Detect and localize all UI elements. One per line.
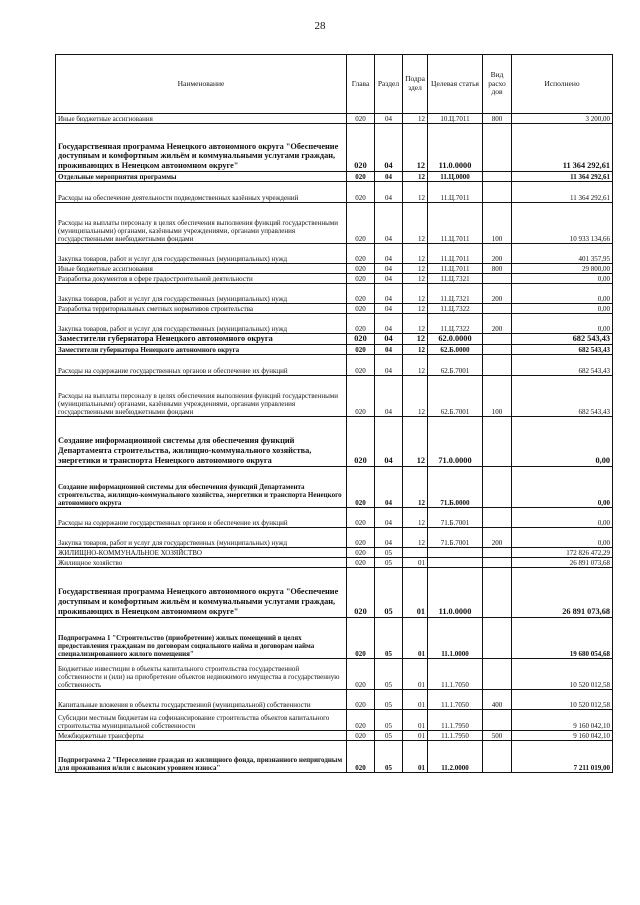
cell-podrazdel [403, 547, 428, 557]
cell-name: ЖИЛИЩНО-КОММУНАЛЬНОЕ ХОЗЯЙСТВО [56, 547, 347, 557]
table-row [56, 709, 613, 730]
cell-celevaya: 11.1.7950 [428, 709, 483, 730]
cell-name: Подпрограмма 1 "Строительство (приобретение) жилых помещений в целях предоставления гражданам по договорам социального найма и договорам найма специализированного жилого помещения" [56, 617, 347, 658]
cell-vid [483, 416, 512, 466]
cell-name: Межбюджетные трансферты [56, 730, 347, 740]
cell-podrazdel: 12 [403, 203, 428, 244]
cell-ispolneno: 0,00 [512, 466, 613, 507]
cell-razdel: 05 [375, 617, 403, 658]
cell-name: Закупка товаров, работ и услуг для государственных (муниципальных) нужд [56, 527, 347, 547]
cell-celevaya: 11.Ц.7011 [428, 203, 483, 244]
table-row [56, 264, 613, 274]
cell-celevaya: 11.1.0000 [428, 617, 483, 658]
cell-podrazdel: 12 [403, 182, 428, 203]
cell-podrazdel: 01 [403, 658, 428, 689]
cell-name: Закупка товаров, работ и услуг для государственных (муниципальных) нужд [56, 314, 347, 334]
cell-glava: 020 [347, 274, 375, 284]
cell-name: Закупка товаров, работ и услуг для государственных (муниципальных) нужд [56, 284, 347, 304]
cell-glava: 020 [347, 124, 375, 172]
table-row [56, 354, 613, 375]
cell-celevaya: 62.0.0000 [428, 334, 483, 345]
cell-name: Субсидии местным бюджетам на софинансирование строительства объектов капитального строительства муниципальной собственности [56, 709, 347, 730]
cell-podrazdel: 12 [403, 416, 428, 466]
cell-glava: 020 [347, 203, 375, 244]
cell-ispolneno: 19 680 054,68 [512, 617, 613, 658]
cell-razdel: 04 [375, 124, 403, 172]
cell-razdel: 04 [375, 344, 403, 354]
cell-ispolneno: 0,00 [512, 527, 613, 547]
cell-podrazdel: 12 [403, 264, 428, 274]
cell-ispolneno: 0,00 [512, 274, 613, 284]
cell-vid: 200 [483, 314, 512, 334]
cell-glava: 020 [347, 172, 375, 182]
cell-razdel: 04 [375, 466, 403, 507]
cell-vid [483, 182, 512, 203]
table-body [56, 114, 613, 773]
cell-razdel: 04 [375, 354, 403, 375]
cell-vid: 500 [483, 730, 512, 740]
cell-podrazdel: 12 [403, 124, 428, 172]
cell-celevaya: 71.Б.0000 [428, 466, 483, 507]
cell-vid [483, 466, 512, 507]
cell-razdel: 05 [375, 740, 403, 772]
table-row [56, 567, 613, 617]
cell-podrazdel: 01 [403, 617, 428, 658]
cell-glava: 020 [347, 557, 375, 567]
table-row [56, 304, 613, 314]
cell-podrazdel: 01 [403, 740, 428, 772]
cell-glava: 020 [347, 314, 375, 334]
table-row [56, 730, 613, 740]
cell-vid: 200 [483, 284, 512, 304]
cell-celevaya: 11.Ц.7011 [428, 244, 483, 264]
cell-glava: 020 [347, 617, 375, 658]
cell-name: Бюджетные инвестиции в объекты капитального строительства государственной собственности и (или) на приобретение объектов недвижимого имущества в государственную собственность [56, 658, 347, 689]
cell-celevaya: 11.Ц.0000 [428, 172, 483, 182]
cell-razdel: 04 [375, 264, 403, 274]
cell-podrazdel: 01 [403, 709, 428, 730]
cell-vid: 100 [483, 375, 512, 416]
cell-ispolneno: 11 364 292,61 [512, 172, 613, 182]
cell-name: Заместители губернатора Ненецкого автономного округа [56, 334, 347, 345]
cell-glava: 020 [347, 304, 375, 314]
cell-vid [483, 274, 512, 284]
cell-celevaya [428, 547, 483, 557]
table-row [56, 375, 613, 416]
cell-vid [483, 334, 512, 345]
cell-glava: 020 [347, 689, 375, 709]
cell-razdel: 05 [375, 567, 403, 617]
cell-podrazdel: 12 [403, 466, 428, 507]
table-row [56, 466, 613, 507]
cell-razdel: 04 [375, 203, 403, 244]
table-row [56, 658, 613, 689]
cell-vid [483, 507, 512, 527]
cell-podrazdel: 12 [403, 354, 428, 375]
cell-glava: 020 [347, 709, 375, 730]
cell-razdel: 04 [375, 182, 403, 203]
cell-ispolneno: 9 160 042,10 [512, 730, 613, 740]
cell-vid: 200 [483, 527, 512, 547]
cell-podrazdel: 12 [403, 284, 428, 304]
cell-celevaya: 11.1.7950 [428, 730, 483, 740]
table-row [56, 244, 613, 264]
cell-glava: 020 [347, 244, 375, 264]
cell-celevaya: 11.1.7050 [428, 689, 483, 709]
cell-glava: 020 [347, 547, 375, 557]
cell-glava: 020 [347, 730, 375, 740]
table-row [56, 314, 613, 334]
cell-vid: 800 [483, 114, 512, 124]
table-row [56, 740, 613, 772]
cell-celevaya: 71.Б.7001 [428, 527, 483, 547]
cell-celevaya: 11.2.0000 [428, 740, 483, 772]
cell-vid: 400 [483, 689, 512, 709]
cell-podrazdel: 12 [403, 172, 428, 182]
cell-podrazdel: 01 [403, 557, 428, 567]
cell-celevaya: 11.0.0000 [428, 567, 483, 617]
cell-vid [483, 709, 512, 730]
cell-ispolneno: 682 543,43 [512, 334, 613, 345]
cell-podrazdel: 12 [403, 527, 428, 547]
table-row [56, 284, 613, 304]
cell-celevaya: 71.Б.7001 [428, 507, 483, 527]
cell-vid [483, 740, 512, 772]
cell-razdel: 04 [375, 527, 403, 547]
cell-name: Расходы на выплаты персоналу в целях обеспечения выполнения функций государственными (муниципальными) органами, казёнными учреждениями, органами управления государственными внебюджетными фондами [56, 375, 347, 416]
cell-razdel: 05 [375, 730, 403, 740]
cell-ispolneno: 10 933 134,66 [512, 203, 613, 244]
cell-vid [483, 567, 512, 617]
header-name: Наименование [56, 55, 347, 114]
cell-ispolneno: 7 211 019,00 [512, 740, 613, 772]
cell-razdel: 04 [375, 314, 403, 334]
cell-vid [483, 344, 512, 354]
cell-celevaya: 11.0.0000 [428, 124, 483, 172]
cell-name: Государственная программа Ненецкого автономного округа "Обеспечение доступным и комфортным жильём и коммунальными услугами граждан, проживающих в Ненецком автономном округе" [56, 124, 347, 172]
cell-razdel: 04 [375, 375, 403, 416]
cell-name: Иные бюджетные ассигнования [56, 114, 347, 124]
table-row [56, 689, 613, 709]
cell-glava: 020 [347, 466, 375, 507]
cell-glava: 020 [347, 567, 375, 617]
cell-razdel: 04 [375, 244, 403, 264]
header-ispolneno: Исполнено [512, 55, 613, 114]
table-row [56, 617, 613, 658]
table-row [56, 416, 613, 466]
cell-name: Разработка территориальных сметных нормативов строительства [56, 304, 347, 314]
cell-name: Закупка товаров, работ и услуг для государственных (муниципальных) нужд [56, 244, 347, 264]
cell-ispolneno: 26 891 073,68 [512, 557, 613, 567]
cell-podrazdel: 12 [403, 375, 428, 416]
cell-razdel: 04 [375, 114, 403, 124]
table-header-row [56, 55, 613, 114]
cell-razdel: 04 [375, 304, 403, 314]
header-glava: Глава [347, 55, 375, 114]
cell-celevaya: 10.Ц.7011 [428, 114, 483, 124]
cell-razdel: 04 [375, 274, 403, 284]
cell-razdel: 05 [375, 689, 403, 709]
table-row [56, 344, 613, 354]
cell-razdel: 05 [375, 709, 403, 730]
cell-ispolneno: 10 520 012,58 [512, 689, 613, 709]
cell-ispolneno: 0,00 [512, 507, 613, 527]
cell-name: Создание информационной системы для обеспечения функций Департамента строительства, жилищно-коммунального хозяйства, энергетики и транспорта Ненецкого автономного округа [56, 466, 347, 507]
cell-glava: 020 [347, 375, 375, 416]
table-row [56, 527, 613, 547]
cell-ispolneno: 172 826 472,29 [512, 547, 613, 557]
cell-glava: 020 [347, 354, 375, 375]
table-row [56, 557, 613, 567]
table-row [56, 182, 613, 203]
cell-ispolneno: 0,00 [512, 304, 613, 314]
cell-name: Подпрограмма 2 "Переселение граждан из жилищного фонда, признанного непригодным для проживания и/или с высоким уровнем износа" [56, 740, 347, 772]
cell-glava: 020 [347, 264, 375, 274]
cell-podrazdel: 12 [403, 244, 428, 264]
cell-vid: 200 [483, 244, 512, 264]
cell-ispolneno: 0,00 [512, 314, 613, 334]
cell-vid [483, 658, 512, 689]
cell-glava: 020 [347, 740, 375, 772]
cell-ispolneno: 0,00 [512, 284, 613, 304]
cell-razdel: 04 [375, 172, 403, 182]
cell-glava: 020 [347, 344, 375, 354]
cell-ispolneno: 682 543,43 [512, 344, 613, 354]
cell-celevaya: 11.Ц.7011 [428, 182, 483, 203]
cell-razdel: 05 [375, 658, 403, 689]
cell-name: Расходы на содержание государственных органов и обеспечение их функций [56, 507, 347, 527]
cell-podrazdel: 01 [403, 730, 428, 740]
cell-ispolneno: 3 200,00 [512, 114, 613, 124]
cell-celevaya: 11.Ц.7322 [428, 304, 483, 314]
cell-ispolneno: 0,00 [512, 416, 613, 466]
cell-vid [483, 304, 512, 314]
cell-glava: 020 [347, 507, 375, 527]
table-row [56, 114, 613, 124]
header-podrazdel: Подра здел [403, 55, 428, 114]
cell-podrazdel: 12 [403, 304, 428, 314]
cell-vid: 100 [483, 203, 512, 244]
cell-podrazdel: 01 [403, 567, 428, 617]
cell-podrazdel: 01 [403, 689, 428, 709]
cell-name: Разработка документов в сфере градостроительной деятельности [56, 274, 347, 284]
cell-celevaya: 11.Ц.7322 [428, 314, 483, 334]
cell-vid [483, 617, 512, 658]
cell-razdel: 04 [375, 416, 403, 466]
cell-celevaya: 62.Б.0000 [428, 344, 483, 354]
cell-vid [483, 547, 512, 557]
cell-glava: 020 [347, 284, 375, 304]
cell-razdel: 04 [375, 334, 403, 345]
cell-glava: 020 [347, 416, 375, 466]
cell-razdel: 05 [375, 547, 403, 557]
cell-ispolneno: 682 543,43 [512, 354, 613, 375]
cell-vid [483, 124, 512, 172]
cell-celevaya: 62.Б.7001 [428, 375, 483, 416]
cell-name: Отдельные мероприятия программы [56, 172, 347, 182]
cell-celevaya: 71.0.0000 [428, 416, 483, 466]
header-celevaya: Целевая статья [428, 55, 483, 114]
cell-ispolneno: 401 357,95 [512, 244, 613, 264]
cell-name: Жилищное хозяйство [56, 557, 347, 567]
cell-name: Расходы на содержание государственных органов и обеспечение их функций [56, 354, 347, 375]
cell-ispolneno: 682 543,43 [512, 375, 613, 416]
budget-table [55, 54, 613, 773]
cell-vid [483, 354, 512, 375]
header-razdel: Раздел [375, 55, 403, 114]
table-row [56, 547, 613, 557]
cell-celevaya [428, 557, 483, 567]
cell-podrazdel: 12 [403, 314, 428, 334]
cell-podrazdel: 12 [403, 507, 428, 527]
cell-razdel: 05 [375, 557, 403, 567]
cell-celevaya: 11.Ц.7321 [428, 284, 483, 304]
header-vid: Вид расхо дов [483, 55, 512, 114]
cell-glava: 020 [347, 334, 375, 345]
cell-name: Государственная программа Ненецкого автономного округа "Обеспечение доступным и комфортным жильём и коммунальными услугами граждан, проживающих в Ненецком автономном округе" [56, 567, 347, 617]
cell-name: Создание информационной системы для обеспечения функций Департамента строительства, жилищно-коммунального хозяйства, энергетики и транспорта Ненецкого автономного округа [56, 416, 347, 466]
cell-vid: 800 [483, 264, 512, 274]
cell-name: Заместители губернатора Ненецкого автономного округа [56, 344, 347, 354]
cell-ispolneno: 29 800,00 [512, 264, 613, 274]
page-number: 28 [314, 20, 326, 32]
cell-podrazdel: 12 [403, 334, 428, 345]
cell-ispolneno: 11 364 292,61 [512, 124, 613, 172]
cell-ispolneno: 10 520 012,58 [512, 658, 613, 689]
cell-ispolneno: 11 364 292,61 [512, 182, 613, 203]
table-row [56, 203, 613, 244]
table-row [56, 172, 613, 182]
cell-vid [483, 172, 512, 182]
cell-podrazdel: 12 [403, 344, 428, 354]
cell-podrazdel: 12 [403, 114, 428, 124]
cell-name: Расходы на выплаты персоналу в целях обеспечения выполнения функций государственными (муниципальными) органами, казёнными учреждениями, органами управления государственными внебюджетными фондами [56, 203, 347, 244]
cell-ispolneno: 9 160 042,10 [512, 709, 613, 730]
cell-vid [483, 557, 512, 567]
cell-celevaya: 11.Ц.7321 [428, 274, 483, 284]
cell-glava: 020 [347, 527, 375, 547]
table-row [56, 274, 613, 284]
cell-glava: 020 [347, 182, 375, 203]
cell-celevaya: 62.Б.7001 [428, 354, 483, 375]
cell-name: Иные бюджетные ассигнования [56, 264, 347, 274]
cell-name: Расходы на обеспечение деятельности подведомственных казённых учреждений [56, 182, 347, 203]
cell-razdel: 04 [375, 507, 403, 527]
table-row [56, 507, 613, 527]
cell-glava: 020 [347, 658, 375, 689]
cell-glava: 020 [347, 114, 375, 124]
cell-celevaya: 11.Ц.7011 [428, 264, 483, 274]
cell-podrazdel: 12 [403, 274, 428, 284]
table-row [56, 334, 613, 345]
cell-name: Капитальные вложения в объекты государственной (муниципальной) собственности [56, 689, 347, 709]
cell-ispolneno: 26 891 073,68 [512, 567, 613, 617]
table-row [56, 124, 613, 172]
cell-celevaya: 11.1.7050 [428, 658, 483, 689]
cell-razdel: 04 [375, 284, 403, 304]
